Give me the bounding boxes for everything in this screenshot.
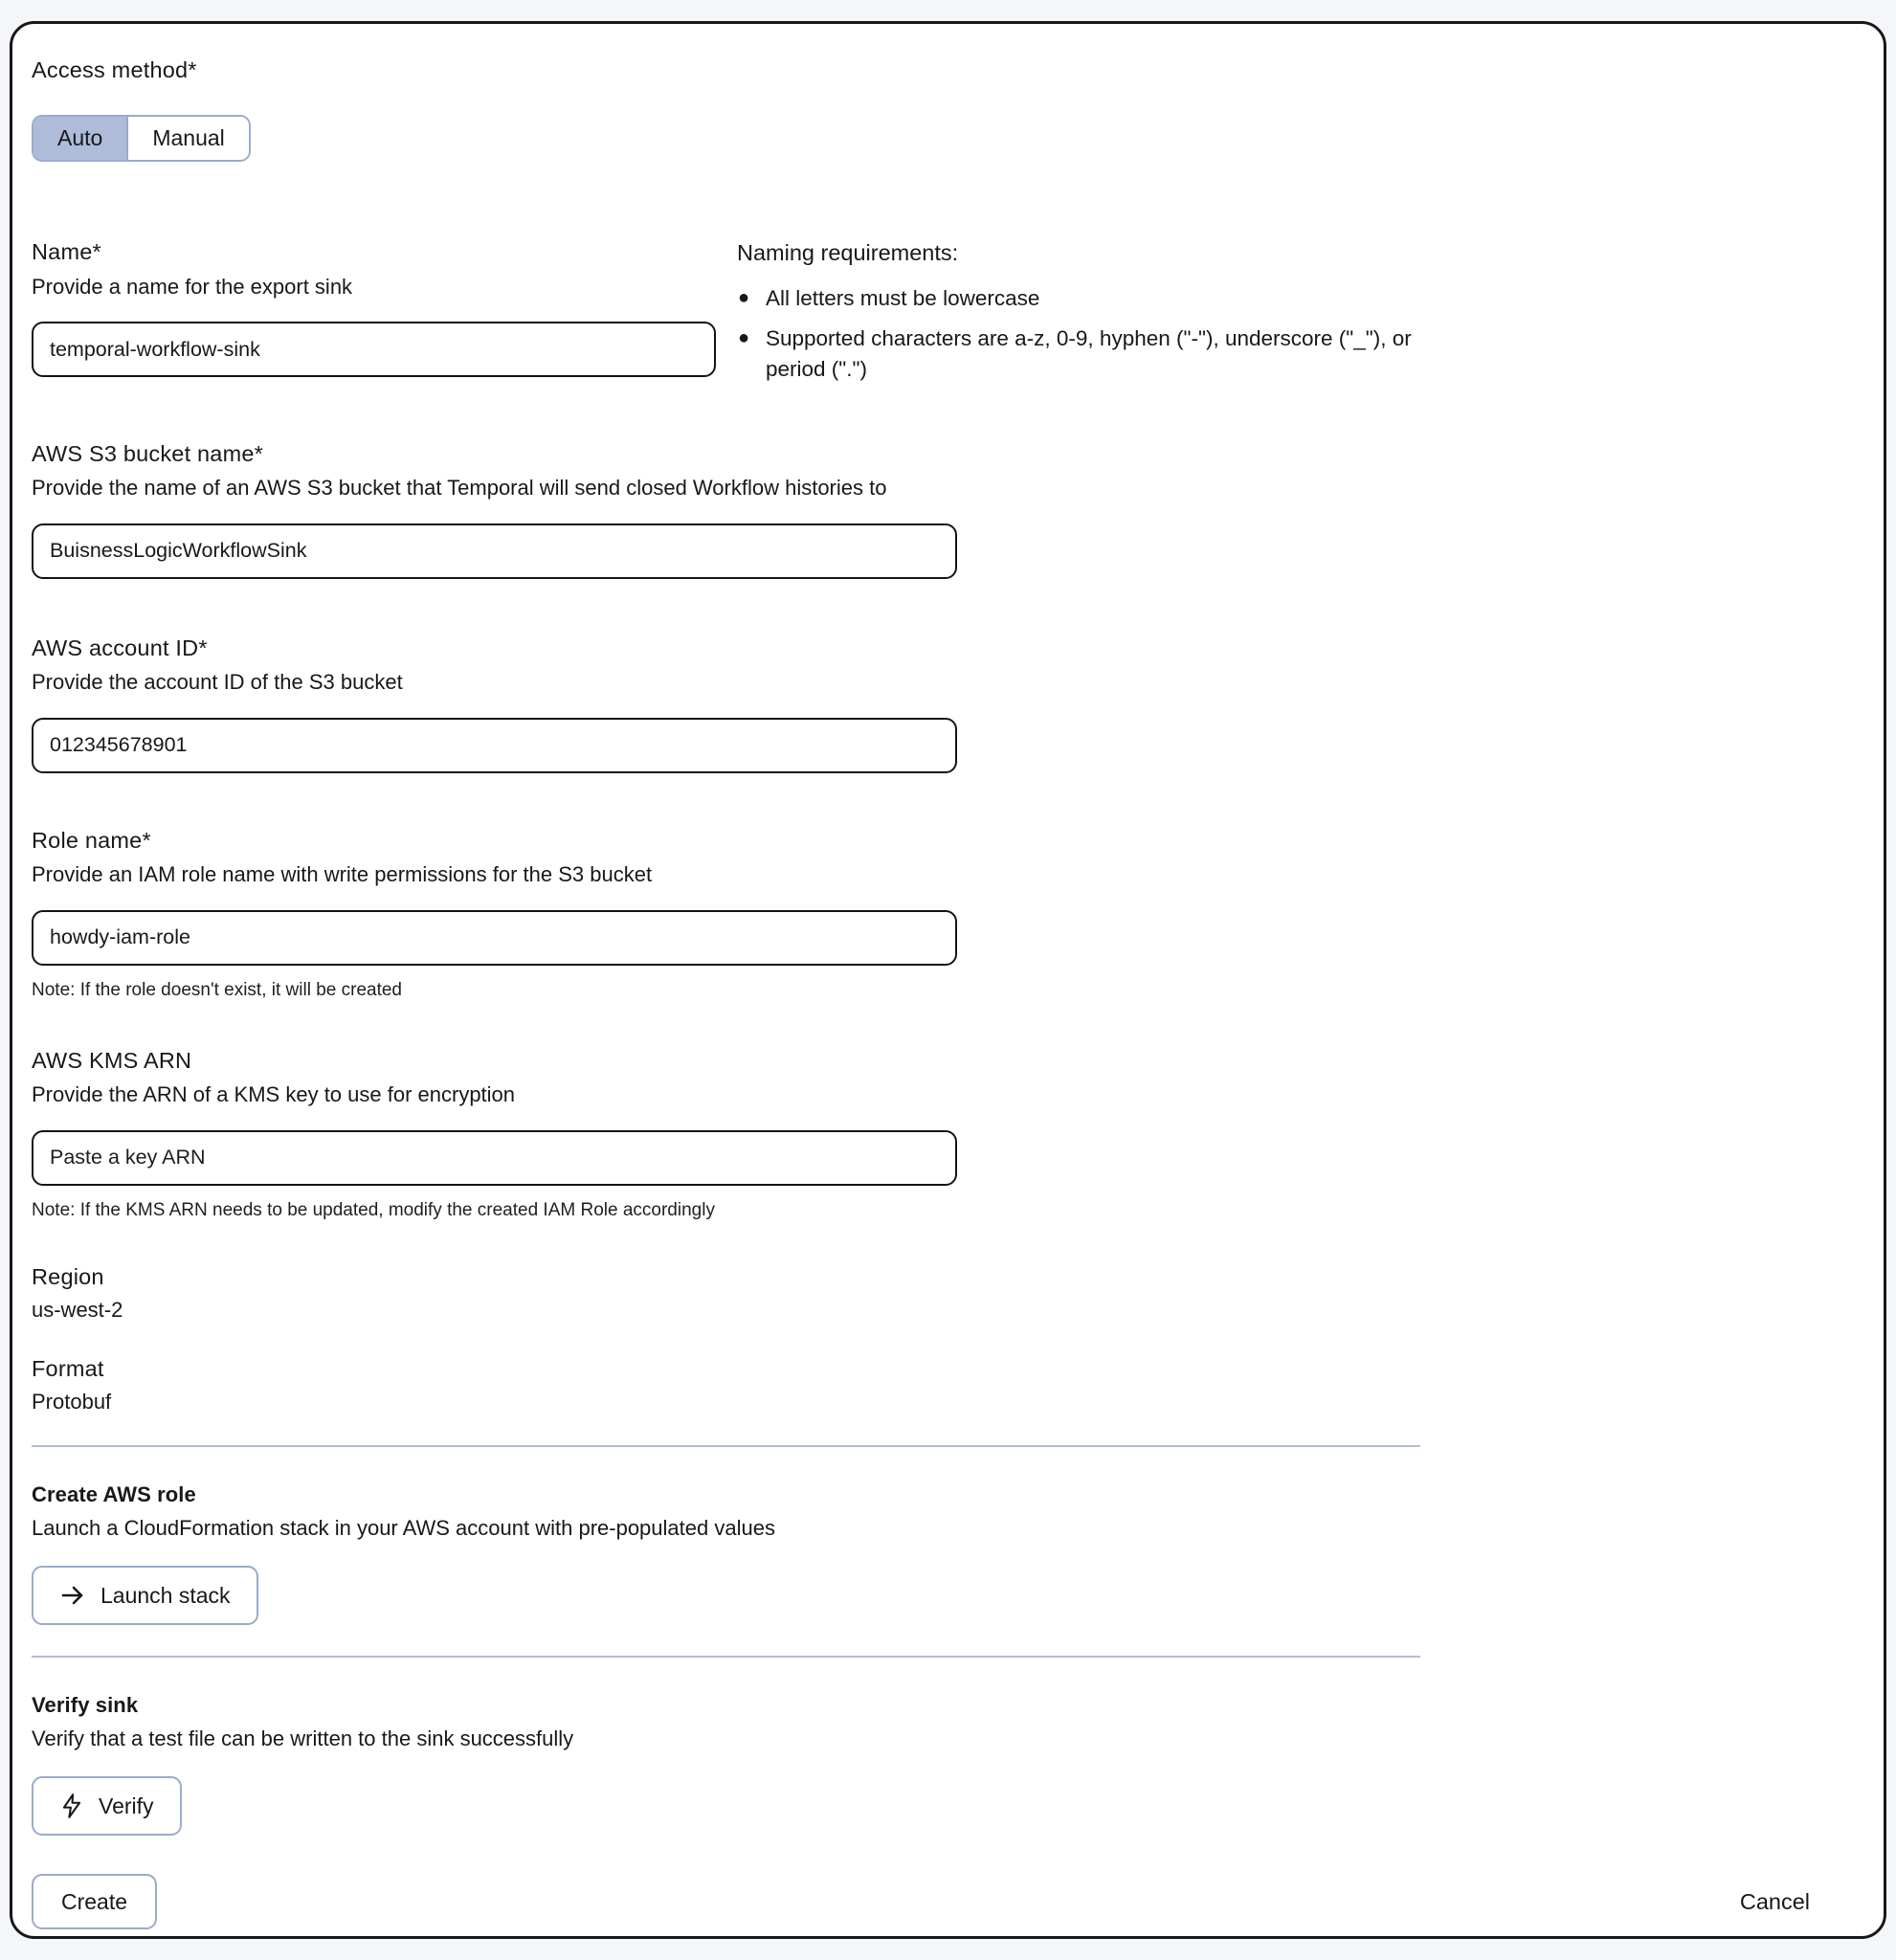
kms-arn-description: Provide the ARN of a KMS key to use for encryption — [32, 1082, 516, 1107]
section-divider — [32, 1445, 1420, 1447]
create-role-title: Create AWS role — [32, 1482, 196, 1507]
naming-requirement-text: Supported characters are a-z, 0-9, hyphen ("-"), underscore ("_"), or period (".") — [766, 325, 1412, 381]
account-id-description: Provide the account ID of the S3 bucket — [32, 670, 403, 695]
s3-bucket-label: AWS S3 bucket name* — [32, 440, 263, 466]
footer-actions — [32, 1874, 1863, 1929]
region-info — [32, 1263, 1864, 1323]
lightning-icon — [59, 1793, 84, 1819]
verify-sink-section — [32, 1693, 1864, 1836]
verify-button[interactable] — [32, 1776, 182, 1836]
export-sink-form-panel — [10, 21, 1886, 1939]
launch-stack-button[interactable] — [32, 1566, 258, 1625]
account-id-field — [32, 635, 1864, 773]
account-id-label: AWS account ID* — [32, 635, 208, 660]
cancel-button[interactable]: Cancel — [1739, 1888, 1810, 1914]
name-label: Name* — [32, 239, 101, 265]
verify-sink-title: Verify sink — [32, 1693, 139, 1718]
kms-arn-input[interactable] — [32, 1130, 957, 1186]
s3-bucket-description: Provide the name of an AWS S3 bucket that Temporal will send closed Workflow histories to — [32, 476, 887, 501]
role-name-field — [32, 827, 1864, 1001]
bullet-icon: ●︎ — [737, 286, 750, 308]
naming-requirements-title: Naming requirements: — [737, 240, 959, 266]
access-method-option-auto[interactable]: Auto — [33, 117, 126, 160]
name-field — [32, 238, 716, 377]
naming-requirements-list — [737, 283, 1418, 385]
kms-arn-note: Note: If the KMS ARN needs to be updated, modify the created IAM Role accordingly — [32, 1199, 715, 1220]
role-name-label: Role name* — [32, 827, 151, 853]
section-divider — [32, 1656, 1420, 1658]
s3-bucket-input[interactable] — [32, 523, 957, 579]
role-name-note: Note: If the role doesn't exist, it will be created — [32, 979, 402, 1000]
create-role-section — [32, 1482, 1864, 1625]
name-and-requirements-row — [32, 238, 1864, 384]
access-method-toggle — [32, 115, 251, 162]
format-info — [32, 1355, 1864, 1414]
name-description: Provide a name for the export sink — [32, 274, 353, 299]
naming-requirement-text: All letters must be lowercase — [766, 285, 1040, 310]
name-input[interactable] — [32, 322, 716, 377]
kms-arn-label: AWS KMS ARN — [32, 1047, 192, 1073]
access-method-label: Access method* — [32, 57, 197, 82]
naming-requirement-item — [737, 283, 1418, 314]
launch-stack-label: Launch stack — [100, 1582, 231, 1608]
format-value: Protobuf — [32, 1390, 112, 1414]
create-button[interactable]: Create — [32, 1874, 157, 1929]
form-content — [12, 24, 1884, 1929]
naming-requirements — [737, 238, 1418, 384]
region-label: Region — [32, 1263, 104, 1289]
arrow-right-icon — [59, 1582, 86, 1609]
role-name-input[interactable] — [32, 910, 957, 966]
verify-label: Verify — [99, 1793, 154, 1818]
account-id-input[interactable] — [32, 718, 957, 773]
role-name-description: Provide an IAM role name with write permissions for the S3 bucket — [32, 862, 653, 887]
format-label: Format — [32, 1355, 104, 1381]
naming-requirement-item — [737, 323, 1418, 385]
region-value: us-west-2 — [32, 1297, 123, 1322]
create-role-description: Launch a CloudFormation stack in your AWS account with pre-populated values — [32, 1516, 775, 1541]
kms-arn-field — [32, 1047, 1864, 1221]
s3-bucket-field — [32, 440, 1864, 579]
verify-sink-description: Verify that a test file can be written to the sink successfully — [32, 1726, 574, 1751]
bullet-icon: ●︎ — [737, 326, 750, 348]
access-method-option-manual[interactable]: Manual — [126, 117, 248, 160]
